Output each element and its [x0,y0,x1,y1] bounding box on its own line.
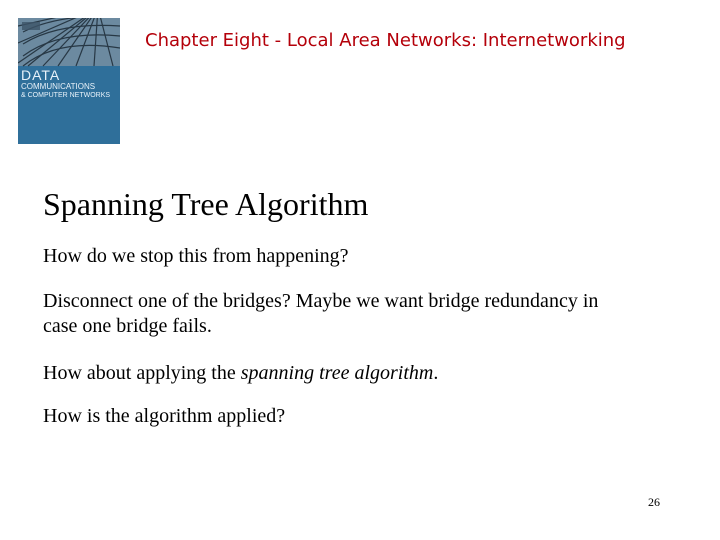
book-cover-image [18,18,120,144]
paragraph-spanning-tree-suffix: . [433,362,439,384]
chapter-header: Chapter Eight - Local Area Networks: Internetworking [145,30,626,51]
paragraph-spanning-tree-prefix: How about applying the [43,362,241,384]
paragraph-spanning-tree [43,361,438,386]
page-number: 26 [648,495,660,509]
paragraph-question: How do we stop this from happening? [43,245,349,267]
paragraph-disconnect: Disconnect one of the bridges? Maybe we want bridge redundancy in case one bridge fails. [43,290,599,337]
cover-title-line2: COMMUNICATIONS [21,82,96,91]
slide-title: Spanning Tree Algorithm [43,186,369,222]
cover-title [21,68,110,99]
spanning-tree-emphasis: spanning tree algorithm [240,362,434,384]
cover-title-line1: DATA [21,67,61,83]
paragraph-applied: How is the algorithm applied? [43,405,286,427]
cover-title-line3: & COMPUTER NETWORKS [21,92,111,99]
